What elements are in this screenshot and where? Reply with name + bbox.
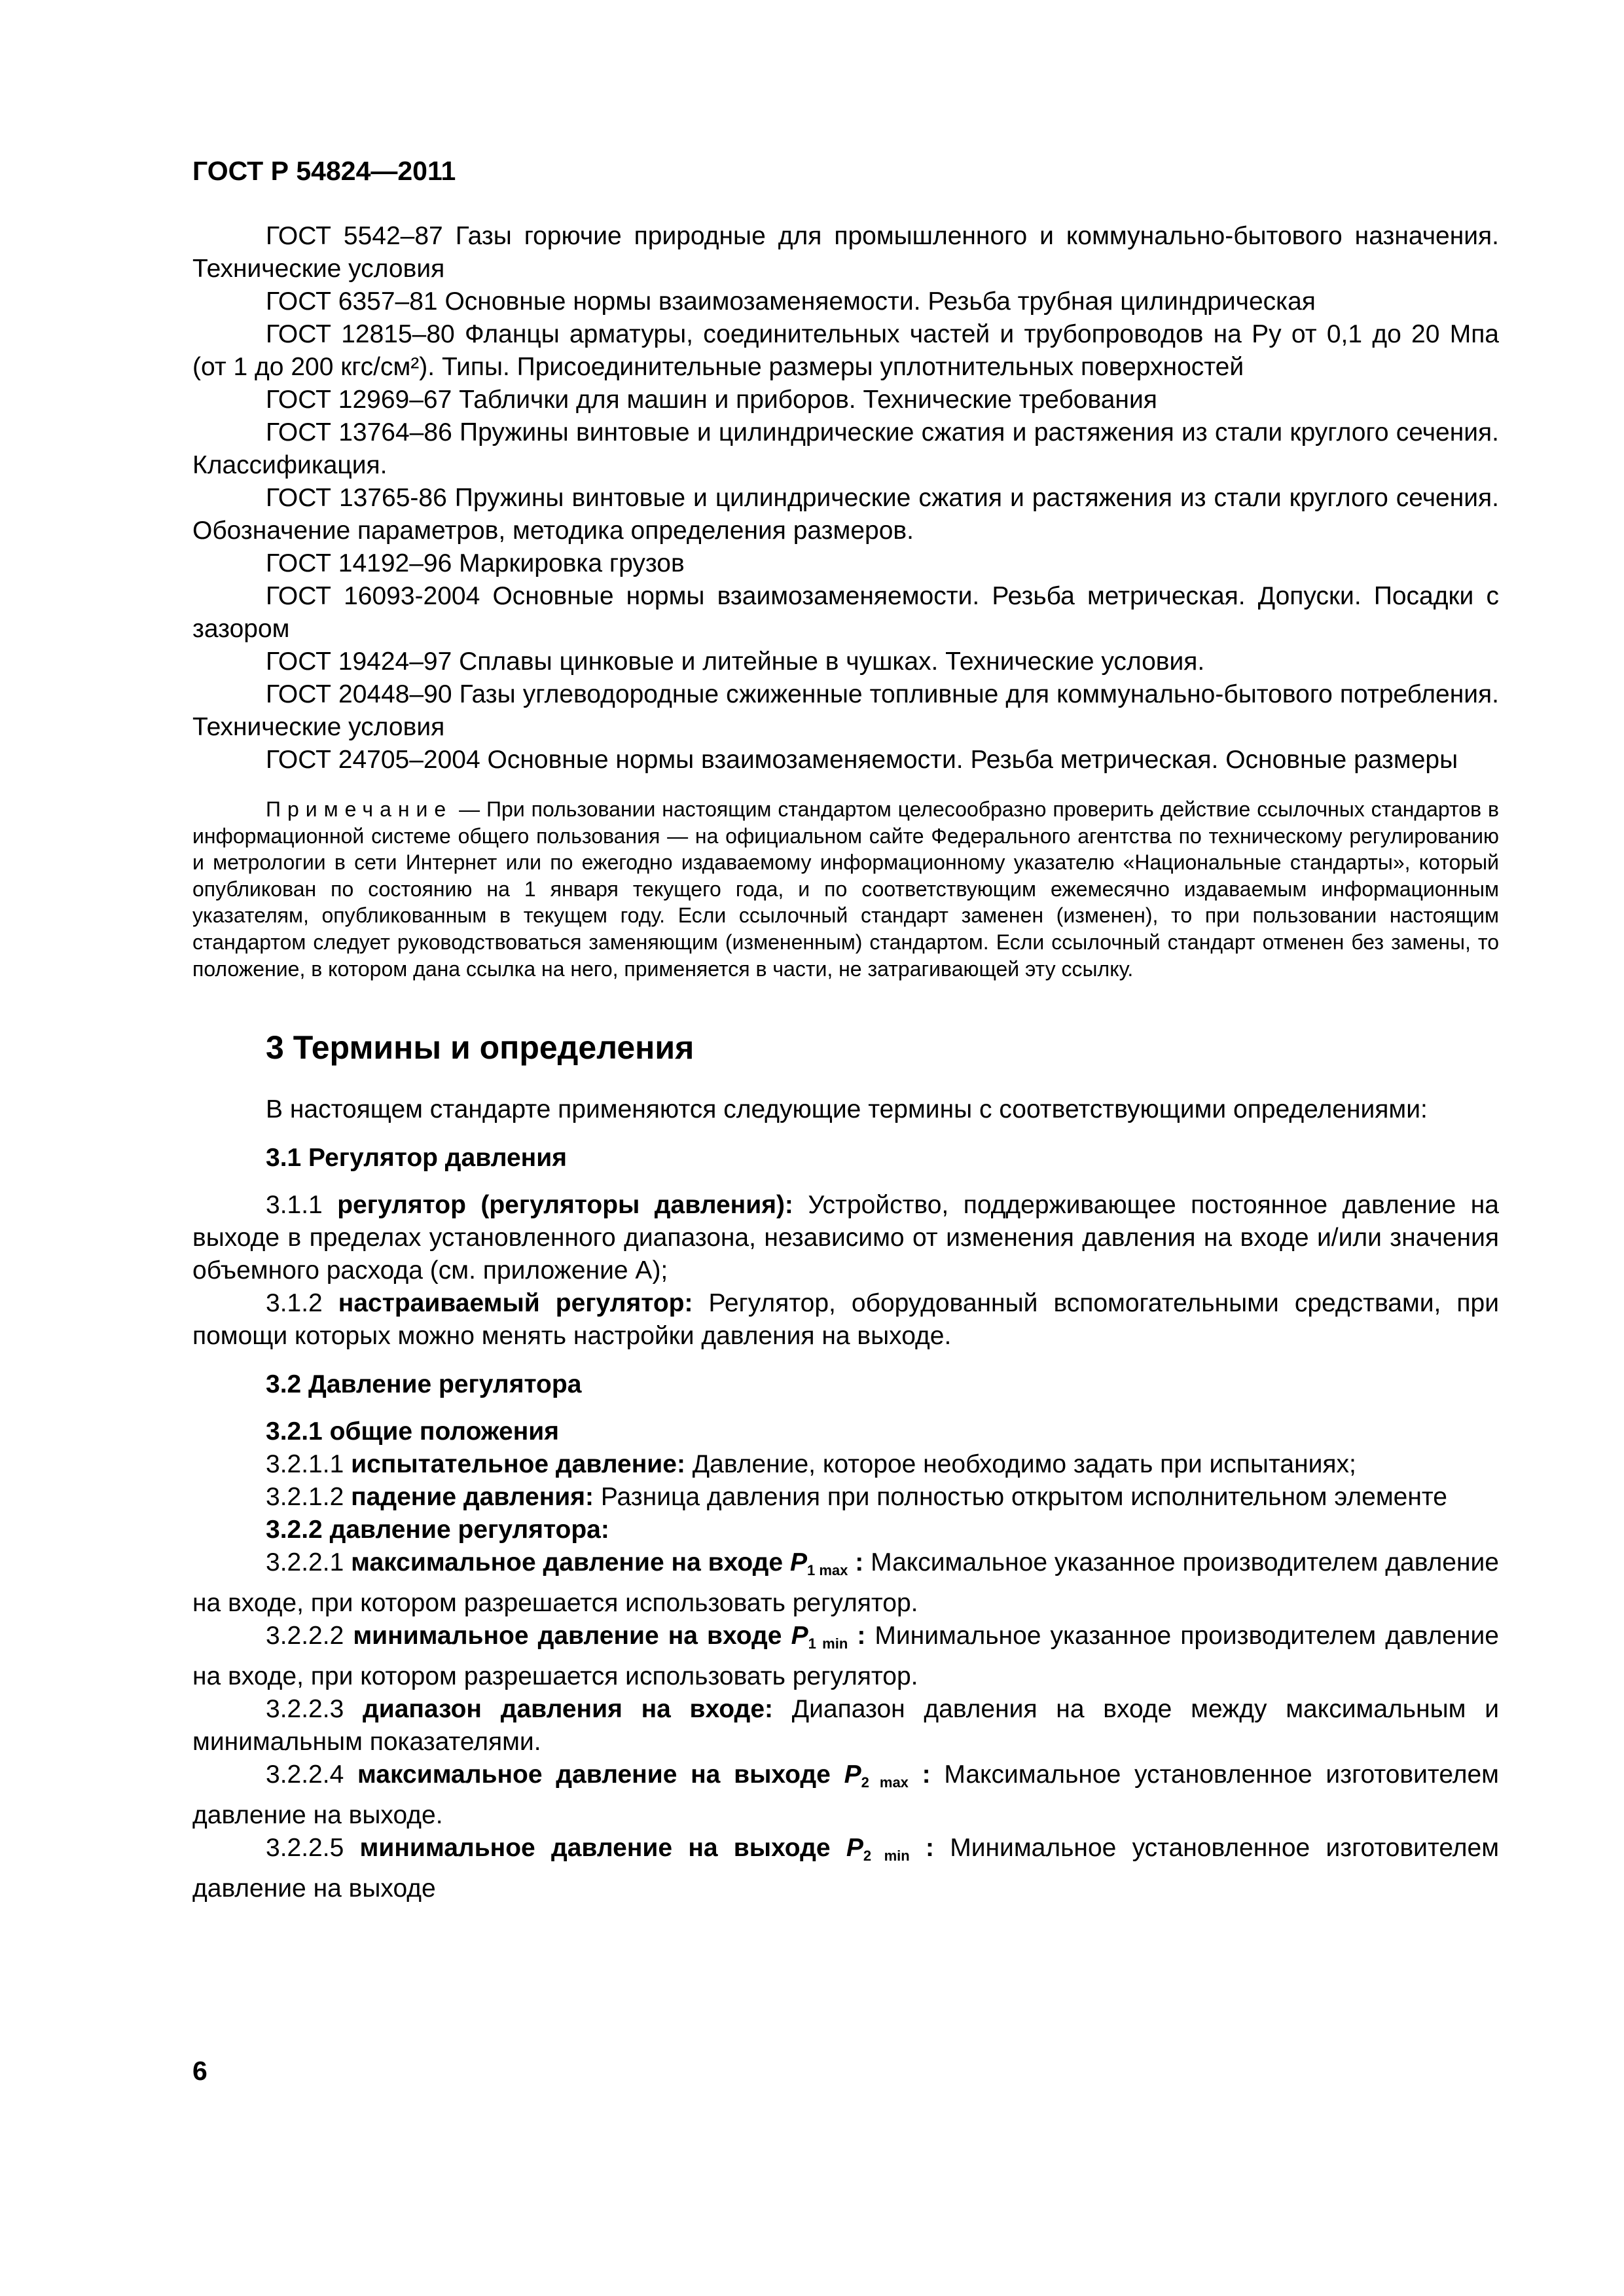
term-symbol: $P_{1 min}$ xyxy=(791,1622,848,1652)
reference-item: ГОСТ 20448–90 Газы углеводородные сжиженные топливные для коммунально-бытового потребления. Технические условия xyxy=(192,680,1499,741)
term-text: Максимальное указанное производителем давление на входе, при котором разрешается использовать регулятор. xyxy=(192,1548,1499,1618)
reference-item: ГОСТ 6357–81 Основные нормы взаимозаменяемости. Резьба трубная цилиндрическая xyxy=(266,287,1316,316)
term-name: падение давления: xyxy=(351,1483,594,1512)
term-number: 3.2.2.3 xyxy=(266,1695,363,1724)
term-text: Максимальное установленное изготовителем давление на выходе. xyxy=(192,1760,1499,1830)
term-number: 3.2.1.1 xyxy=(266,1450,352,1479)
subsection-title: 3.2.2 давление регулятора: xyxy=(266,1516,609,1544)
reference-item: ГОСТ 13765-86 Пружины винтовые и цилиндрические сжатия и растяжения из стали круглого сечения. Обозначение параметров, методика определения размеров. xyxy=(192,484,1499,545)
term-text: Минимальное указанное производителем давление на входе, при котором разрешается использовать регулятор. xyxy=(192,1622,1499,1691)
term-text: Давление, которое необходимо задать при испытаниях; xyxy=(685,1450,1356,1479)
term-definition xyxy=(192,1189,1499,1287)
term-number: 3.2.2.1 xyxy=(266,1548,352,1577)
term-text: Регулятор, оборудованный вспомогательными средствами, при помощи которых можно менять настройки давления на выходе. xyxy=(192,1289,1500,1351)
references-list xyxy=(192,220,1499,776)
term-name: регулятор (регуляторы давления): xyxy=(337,1191,793,1220)
term-symbol: $P_{1 max}$ xyxy=(789,1548,848,1579)
term-name: максимальное давление на входе xyxy=(351,1548,790,1577)
subsection-title: 3.2 Давление регулятора xyxy=(266,1370,582,1399)
reference-item: ГОСТ 14192–96 Маркировка грузов xyxy=(266,549,685,577)
term-definition xyxy=(192,1287,1499,1353)
term-definition: 3.2.2.2 минимальное давление на входе $P_{1 min}$ : Минимальное указанное производителем давление на входе, при котором разрешается использовать регулятор. xyxy=(192,1622,1499,1691)
term-text: Устройство, поддерживающее постоянное давление на выходе в пределах установленного диапазона, независимо от изменения давления на входе и/или значения объемного расхода (см. приложение А); xyxy=(192,1191,1499,1285)
note-text: — При пользовании настоящим стандартом целесообразно проверить действие ссылочных стандартов в информационной системе общего пользования — на официальном сайте Федерального агентства по техническому регулированию и метрологии в сети Интернет или по ежегодно издаваемому информационному указателю «Национальные стандарты», который опубликован по состоянию на 1 января текущего года, и по соответствующим ежемесячно издаваемым информационным указателям, опубликованным в текущем году. Если ссылочный стандарт заменен (изменен), то при пользовании настоящим стандартом следует руководствоваться заменяющим (измененным) стандартом. Если ссылочный стандарт отменен без замены, то положение, в котором дана ссылка на него, применяется в части, не затрагивающей эту ссылку. xyxy=(192,797,1499,981)
reference-item: ГОСТ 12969–67 Таблички для машин и приборов. Технические требования xyxy=(266,386,1157,414)
term-number: 3.1.1 xyxy=(266,1191,338,1220)
term-symbol: $P_{2 max}$ xyxy=(844,1760,909,1791)
term-definition xyxy=(192,1693,1499,1758)
page-number: 6 xyxy=(192,2056,208,2086)
reference-item: ГОСТ 5542–87 Газы горючие природные для промышленного и коммунально-бытового назначения. Технические условия xyxy=(192,222,1499,283)
term-definition: 3.2.2.4 максимальное давление на выходе $P_{2 max}$ : Максимальное установленное изготовителем давление на выходе. xyxy=(192,1760,1499,1830)
reference-item: ГОСТ 16093-2004 Основные нормы взаимозаменяемости. Резьба метрическая. Допуски. Посадки с зазором xyxy=(192,582,1499,643)
term-name: диапазон давления на входе: xyxy=(363,1695,773,1724)
note-label: Примечание xyxy=(266,797,453,821)
term-text: Диапазон давления на входе между максимальным и минимальным показателями. xyxy=(192,1695,1499,1757)
term-text: Минимальное установленное изготовителем давление на выходе xyxy=(192,1834,1500,1903)
section-title: 3 Термины и определения xyxy=(266,1029,695,1066)
reference-item: ГОСТ 24705–2004 Основные нормы взаимозаменяемости. Резьба метрическая. Основные размеры xyxy=(266,746,1458,774)
term-number: 3.2.1.2 xyxy=(266,1483,352,1512)
term-name: настраиваемый регулятор: xyxy=(338,1289,693,1318)
reference-item: ГОСТ 13764–86 Пружины винтовые и цилиндрические сжатия и растяжения из стали круглого сечения. Классификация. xyxy=(192,418,1499,479)
term-name: максимальное давление на выходе xyxy=(357,1760,844,1789)
term-number: 3.1.2 xyxy=(266,1289,338,1318)
reference-item: ГОСТ 19424–97 Сплавы цинковые и литейные в чушках. Технические условия. xyxy=(266,647,1205,676)
term-name: испытательное давление: xyxy=(351,1450,685,1479)
subsection-title: 3.2.1 общие положения xyxy=(266,1417,559,1446)
term-number: 3.2.2.5 xyxy=(266,1834,360,1863)
term-text: Разница давления при полностью открытом исполнительном элементе xyxy=(594,1483,1447,1512)
term-symbol: $P_{2 min}$ xyxy=(846,1834,910,1865)
term-name: минимальное давление на входе xyxy=(353,1622,791,1650)
term-definition: 3.2.2.5 минимальное давление на выходе $P_{2 min}$ : Минимальное установленное изготовителем давление на выходе xyxy=(192,1834,1500,1903)
term-definition xyxy=(192,1448,1499,1481)
note-paragraph xyxy=(192,796,1499,982)
page-content xyxy=(192,155,1499,1905)
term-name: минимальное давление на выходе xyxy=(359,1834,846,1863)
term-definition: 3.2.2.1 максимальное давление на входе $P_{1 max}$ : Максимальное указанное производителем давление на входе, при котором разрешается использовать регулятор. xyxy=(192,1548,1499,1618)
term-number: 3.2.2.4 xyxy=(266,1760,358,1789)
term-number: 3.2.2.2 xyxy=(266,1622,353,1650)
reference-item: ГОСТ 12815–80 Фланцы арматуры, соединительных частей и трубопроводов на Pу от 0,1 до 20 Мпа (от 1 до 200 кгс/см²). Типы. Присоединительные размеры уплотнительных поверхностей xyxy=(192,320,1499,381)
subsection-title: 3.1 Регулятор давления xyxy=(266,1144,567,1173)
document-header: ГОСТ Р 54824—2011 xyxy=(192,156,456,186)
section-intro: В настоящем стандарте применяются следующие термины с соответствующими определениями: xyxy=(266,1095,1428,1124)
term-definition xyxy=(192,1481,1499,1514)
